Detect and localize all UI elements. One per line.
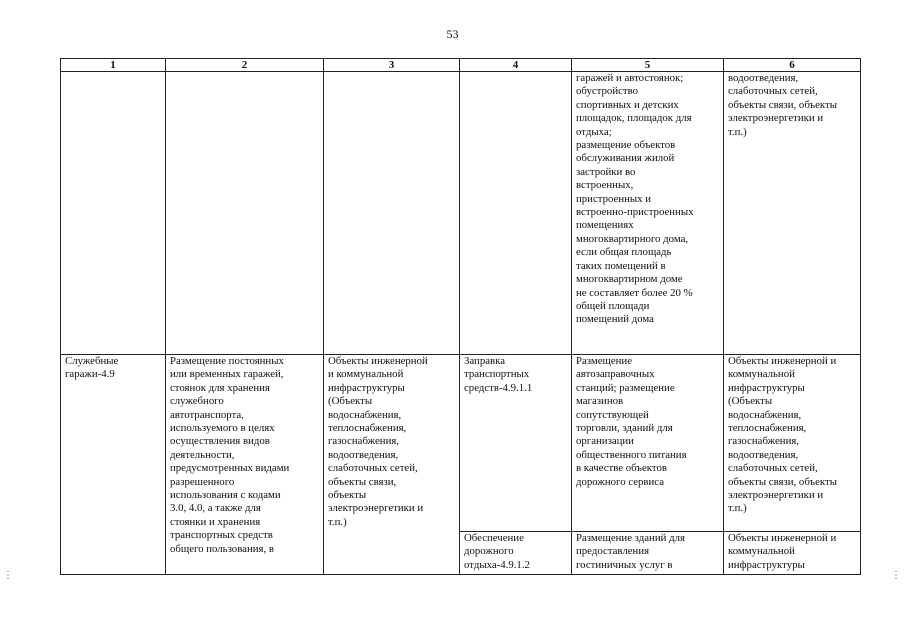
column-header: 5: [572, 59, 724, 72]
column-header: 2: [166, 59, 324, 72]
column-header: 1: [61, 59, 166, 72]
table-cell: [324, 72, 460, 355]
table-cell: Объекты инженерной и коммунальной инфраструктуры: [724, 532, 861, 575]
table-cell: Объекты инженерной и коммунальной инфраструктуры (Объекты водоснабжения, теплоснабжения, газоснабжения, водоотведения, слаботочных сетей, объекты связи, объекты электроэнергетики и т.п.): [724, 355, 861, 532]
table-header-row: [61, 59, 861, 72]
table-cell: Обеспечение дорожного отдыха-4.9.1.2: [460, 532, 572, 575]
table-cell: Размещение постоянных или временных гаражей, стоянок для хранения служебного автотранспорта, используемого в целях осуществления видов деятельности, предусмотренных видами разрешенного использования с кодами 3.0, 4.0, а также для стоянки и хранения транспортных средств общего пользования, в: [166, 355, 324, 575]
column-header: 4: [460, 59, 572, 72]
scan-edge-mark: ⋮: [3, 570, 13, 581]
land-use-table: [60, 58, 861, 575]
table-row: [61, 72, 861, 355]
table-cell: [460, 72, 572, 355]
table-cell: [61, 72, 166, 355]
table-cell: Размещение автозаправочных станций; размещение магазинов сопутствующей торговли, зданий для организации общественного питания в качестве объектов дорожного сервиса: [572, 355, 724, 532]
table-cell: [166, 72, 324, 355]
page-number: 53: [446, 27, 459, 41]
scan-edge-mark: ⋮: [891, 570, 901, 581]
table-cell: Размещение зданий для предоставления гостиничных услуг в: [572, 532, 724, 575]
table-cell: гаражей и автостоянок; обустройство спортивных и детских площадок, площадок для отдыха; размещение объектов обслуживания жилой застройки во встроенных, пристроенных и встроенно-пристроенных помещениях многоквартирного дома, если общая площадь таких помещений в многоквартирном доме не составляет более 20 % общей площади помещений дома: [572, 72, 724, 355]
column-header: 3: [324, 59, 460, 72]
table-cell: водоотведения, слаботочных сетей, объекты связи, объекты электроэнергетики и т.п.): [724, 72, 861, 355]
table-cell: Объекты инженерной и коммунальной инфраструктуры (Объекты водоснабжения, теплоснабжения, газоснабжения, водоотведения, слаботочных сетей, объекты связи, объекты электроэнергетики и т.п.): [324, 355, 460, 575]
table-cell: Заправка транспортных средств-4.9.1.1: [460, 355, 572, 532]
column-header: 6: [724, 59, 861, 72]
table-cell: Служебные гаражи-4.9: [61, 355, 166, 575]
table-row: [61, 355, 861, 532]
